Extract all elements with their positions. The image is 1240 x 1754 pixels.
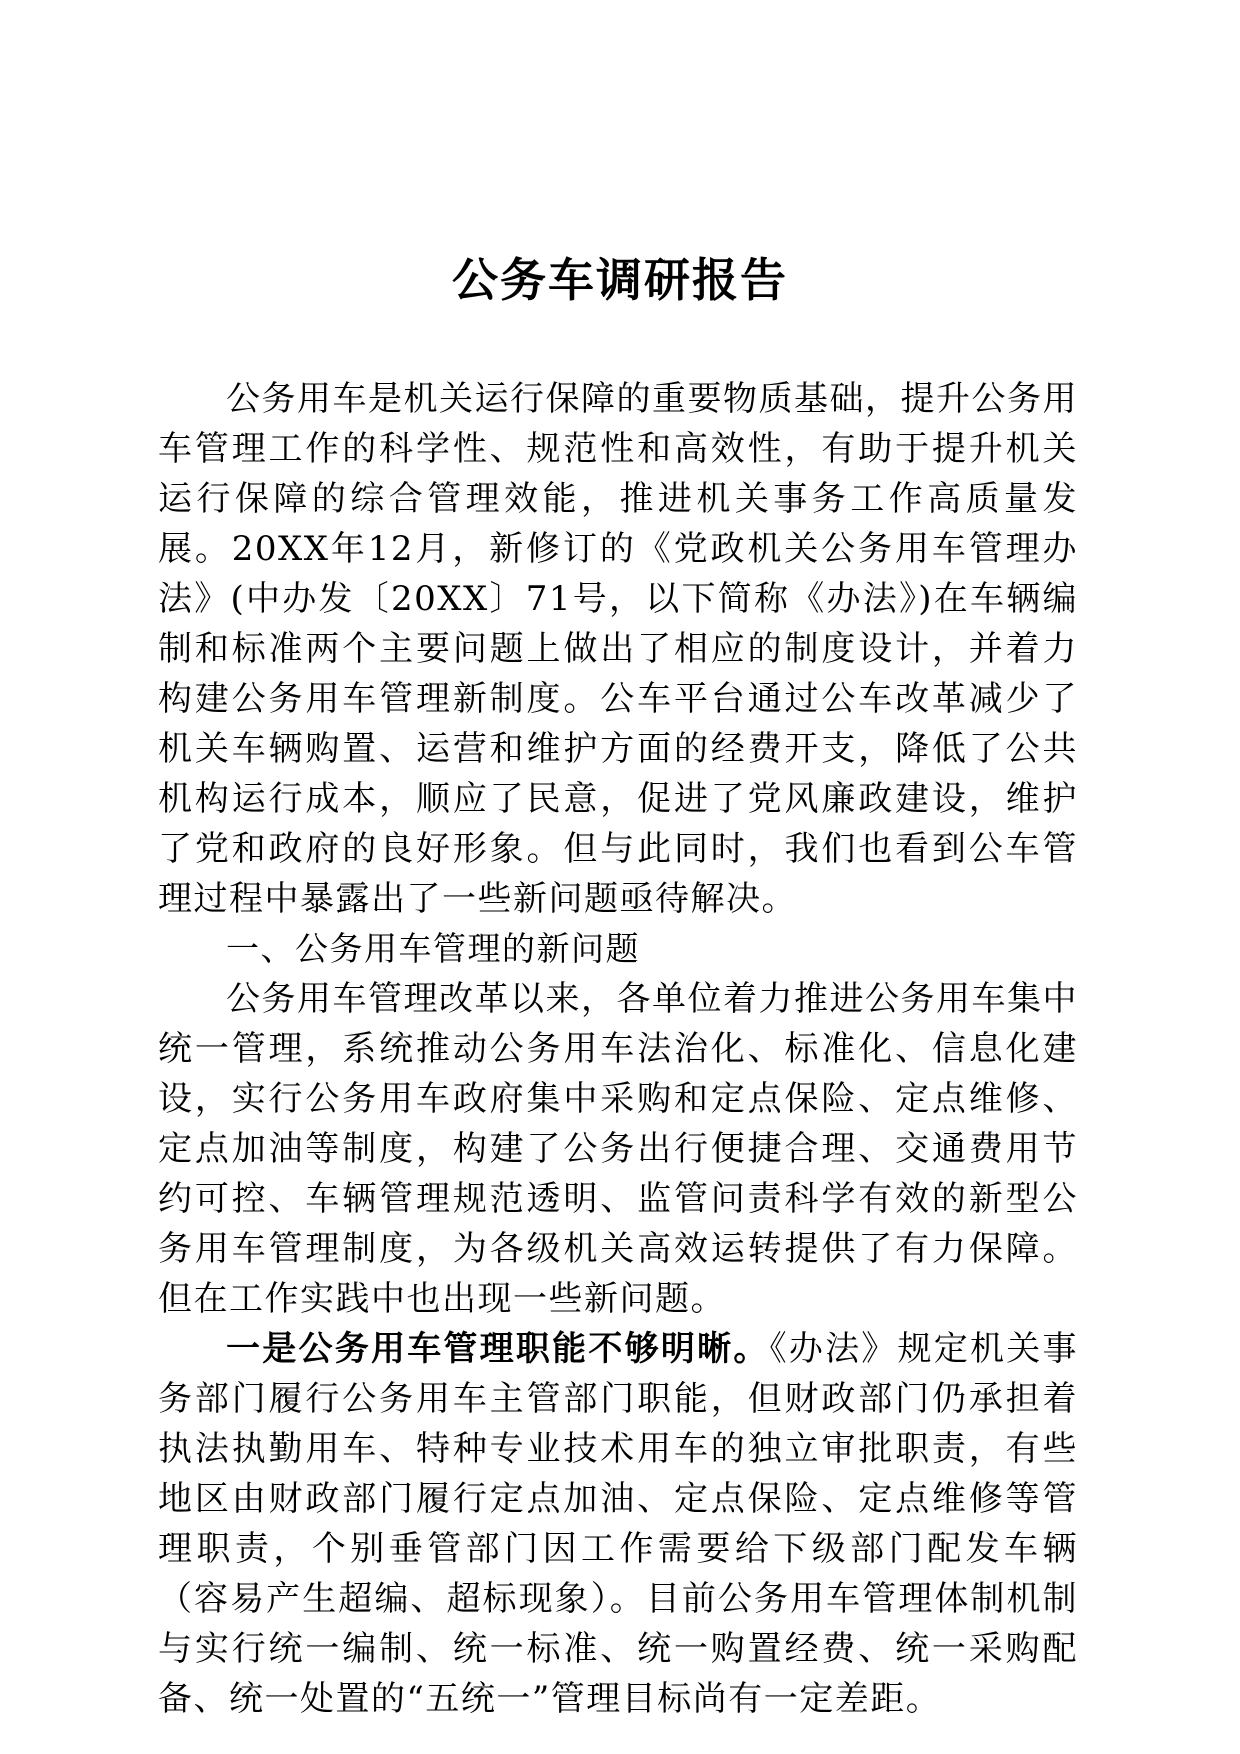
point-lead: 一是公务用车管理职能不够明晰。 xyxy=(226,1329,770,1369)
document-title: 公务车调研报告 xyxy=(452,253,788,307)
document-body xyxy=(158,374,1078,1724)
point-text: 《办法》规定机关事务部门履行公务用车主管部门职能，但财政部门仍承担着执法执勤用车、特种专业技术用车的独立审批职责，有些地区由财政部门履行定点加油、定点保险、定点维修等管理职责，个别垂管部门因工作需要给下级部门配发车辆（容易产生超编、超标现象）。目前公务用车管理体制机制与实行统一编制、统一标准、统一购置经费、统一采购配备、统一处置的“五统一”管理目标尚有一定差距。 xyxy=(158,1329,1079,1719)
point-paragraph xyxy=(158,1324,1078,1724)
section-heading: 一、公务用车管理的新问题 xyxy=(226,929,640,968)
section-paragraph: 公务用车管理改革以来，各单位着力推进公务用车集中统一管理，系统推动公务用车法治化、标准化、信息化建设，实行公务用车政府集中采购和定点保险、定点维修、定点加油等制度，构建了公务出行便捷合理、交通费用节约可控、车辆管理规范透明、监管问责科学有效的新型公务用车管理制度，为各级机关高效运转提供了有力保障。但在工作实践中也出现一些新问题。 xyxy=(158,979,1078,1319)
intro-paragraph: 公务用车是机关运行保障的重要物质基础，提升公务用车管理工作的科学性、规范性和高效性，有助于提升机关运行保障的综合管理效能，推进机关事务工作高质量发展。20XX年12月，新修订的《党政机关公务用车管理办法》(中办发〔20XX〕71号，以下简称《办法》)在车辆编制和标准两个主要问题上做出了相应的制度设计，并着力构建公务用车管理新制度。公车平台通过公车改革减少了机关车辆购置、运营和维护方面的经费开支，降低了公共机构运行成本，顺应了民意，促进了党风廉政建设，维护了党和政府的良好形象。但与此同时，我们也看到公车管理过程中暴露出了一些新问题亟待解决。 xyxy=(158,379,1078,919)
